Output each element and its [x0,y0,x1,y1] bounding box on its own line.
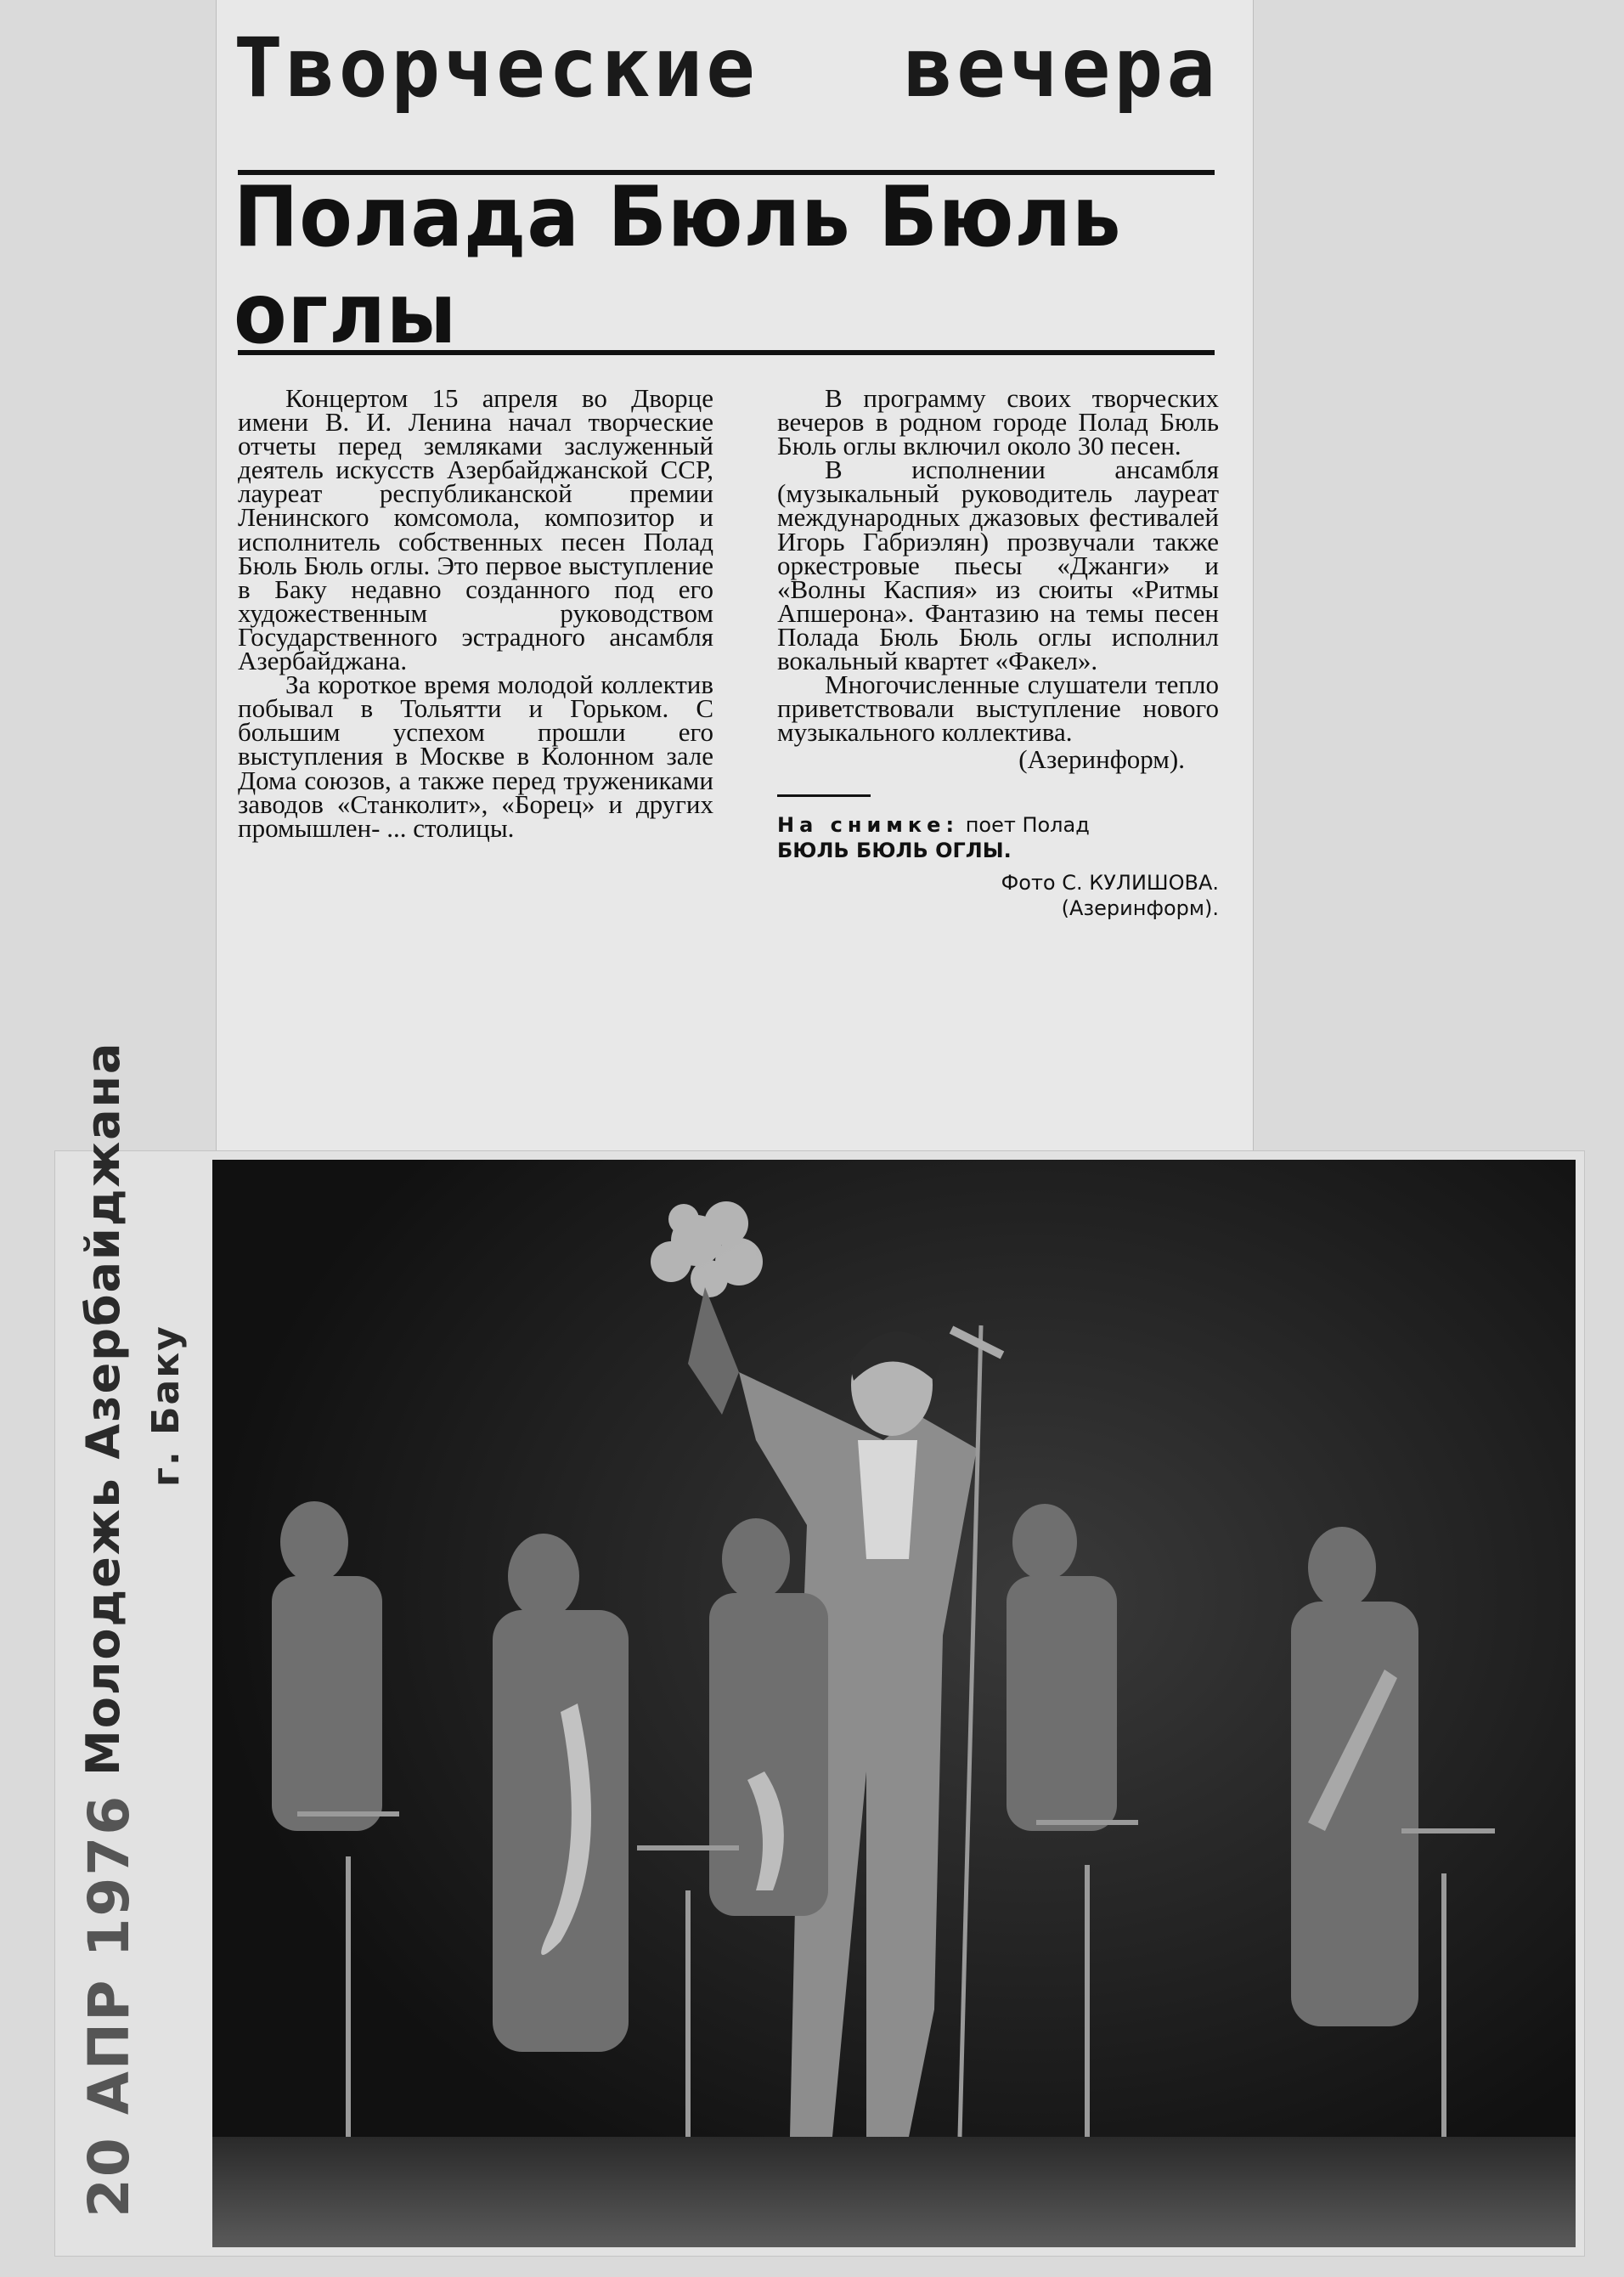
rubric [234,17,1219,119]
article-column-left [238,383,713,843]
rubric-right: вечера [904,20,1219,116]
archive-stamp [68,1041,195,2218]
rule-bottom [238,350,1215,355]
separator-dash [777,794,871,797]
article-column-right [777,383,1219,921]
rubric-left: Творческие [234,20,758,116]
caption-name: БЮЛЬ БЮЛЬ ОГЛЫ. [777,838,1012,862]
article-paragraph: Концертом 15 апреля во Дворце имени В. И. Ленина начал творческие отчеты перед земляками заслуженный деятель искусств Азербайджанской ССР, лауреат республиканской премии Ленинского комсомола, композитор и исполнитель собственных песен Полад Бюль Бюль оглы. Это первое выступление в Баку недавно созданного под его художественным руководством Государственного эстрадного ансамбля Азербайджана. [238,383,713,676]
photo-image [212,1160,1576,2247]
article-paragraph: Многочисленные слушатели тепло приветствовали выступление нового музыкального коллектива. [777,670,1219,748]
stamp-date: 20 АПР 1976 [76,1794,142,2218]
stamp-line [76,1041,142,2218]
photographer: Фото С. КУЛИШОВА. [1001,870,1219,895]
article-paragraph: В исполнении ансамбля (музыкальный руководитель лауреат международных джазовых фестивалей Игорь Габриэлян) прозвучали также оркестровые пьесы «Джанги» и «Волны Каспия» из сюиты «Ритмы Апшерона». Фантазию на темы песен Полада Бюль Бюль оглы исполнил вокальный квартет «Факел». [777,455,1219,676]
headline: Полада Бюль Бюль оглы [234,169,1122,363]
photo-credit [777,870,1219,921]
caption-text: поет Полад [965,812,1090,837]
concert-photo [212,1160,1576,2247]
photo-caption [777,812,1219,863]
agency-credit: (Азеринформ). [1018,744,1185,775]
article-paragraph: В программу своих творческих вечеров в родном городе Полад Бюль Бюль оглы включил около 30 песен. [777,383,1219,461]
photo-agency: (Азеринформ). [1061,896,1219,920]
caption-label: На снимке: [777,812,960,837]
stamp-publication: Молодежь Азербайджана [76,1041,130,1776]
newspaper-clipping [217,0,1253,1155]
article-paragraph: За короткое время молодой коллектив побывал в Тольятти и Горьком. С большим успехом прошли его выступления в Москве в Колонном зале Дома союзов, а также перед тружениками заводов «Станколит», «Борец» и других промышлен- ... столицы. [238,670,713,843]
stamp-rotated [68,1041,195,2218]
stamp-city: г. Баку [144,1325,188,1487]
